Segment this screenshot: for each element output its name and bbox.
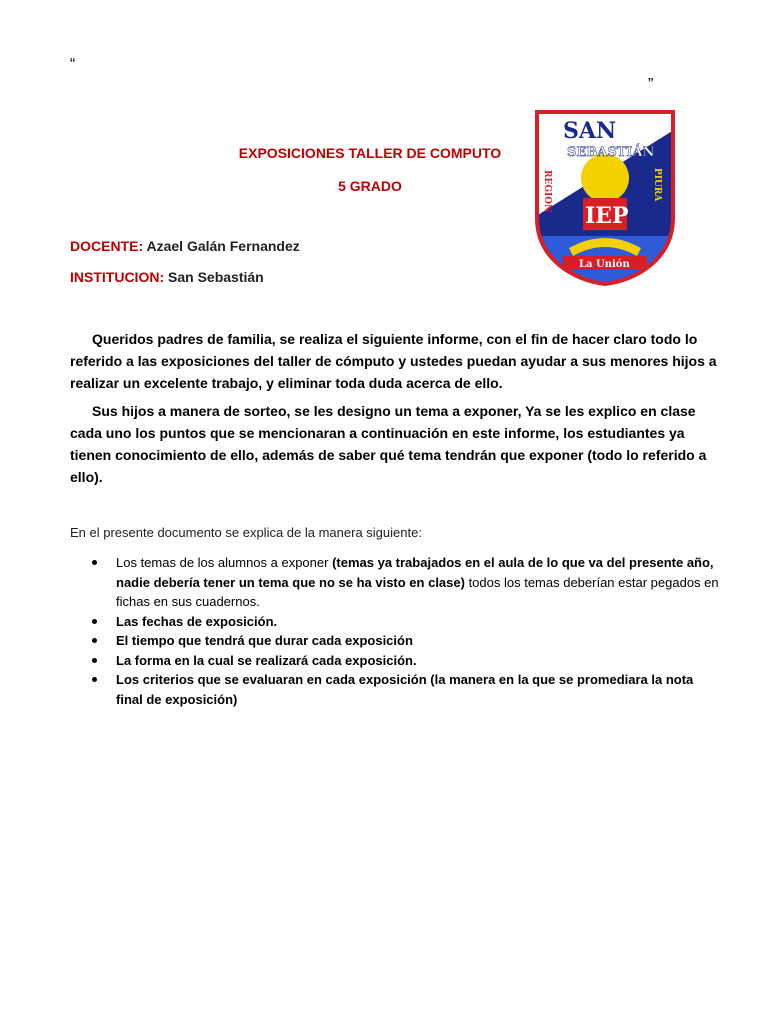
list-item [70, 612, 720, 632]
list-item-text: todos los temas deberían estar pegados en fichas en sus cuadernos. [116, 574, 719, 609]
crest-iep-text: IEP [585, 203, 629, 229]
list-item [70, 553, 720, 612]
school-crest-logo [533, 108, 677, 286]
institucion-label: INSTITUCION: [70, 269, 165, 285]
open-quote-mark: “ [70, 56, 76, 73]
list-item-text: Las fechas de exposición. [116, 613, 278, 629]
intro-line: En el presente documento se explica de la manera siguiente: [70, 525, 422, 540]
document-subtitle: 5 GRADO [338, 178, 402, 194]
list-item [70, 670, 720, 709]
bullet-list [70, 553, 720, 709]
institucion-line [70, 269, 264, 285]
crest-piura-text: PIURA [652, 168, 662, 202]
paragraph-2: Sus hijos a manera de sorteo, se les designo un tema a exponer, Ya se les explico en clase cada uno los puntos que se mencionaran a continuación en este informe, los estudiantes ya tienen conocimiento de ello, además de saber qué tema tendrán que exponer (todo lo referido a ello). [70, 403, 707, 485]
close-quote-mark: ” [648, 76, 654, 93]
document-title: EXPOSICIONES TALLER DE COMPUTO [238, 145, 502, 161]
institucion-value: San Sebastián [164, 269, 264, 285]
docente-label: DOCENTE: [70, 238, 144, 254]
crest-la-union-text: La Unión [579, 259, 630, 270]
crest-region-text: REGION [542, 170, 552, 213]
paragraph-1: Queridos padres de familia, se realiza el siguiente informe, con el fin de hacer claro todo lo referido a las exposiciones del taller de cómputo y ustedes puedan ayudar a sus menores hijos a realizar un excelente trabajo, y eliminar toda duda acerca de ello. [70, 331, 717, 391]
list-item-bold-text: (temas ya trabajados en el aula de lo que va del presente año, nadie debería tener un tema que no se ha visto en clase) [116, 555, 714, 590]
docente-line [70, 238, 300, 254]
list-item [70, 631, 720, 651]
crest-sebastian-text: SEBASTIÁN [567, 145, 655, 160]
docente-value: Azael Galán Fernandez [143, 238, 300, 254]
list-item [70, 651, 720, 671]
crest-san-text: SAN [563, 118, 617, 144]
list-item-text: Los criterios que se evaluaran en cada exposición (la manera en la que se promediara la nota final de exposición) [116, 672, 694, 707]
list-item-text: El tiempo que tendrá que durar cada exposición [116, 633, 413, 648]
list-item-text: La forma en la cual se realizará cada exposición. [116, 652, 417, 668]
list-item-text: Los temas de los alumnos a exponer [116, 555, 333, 570]
